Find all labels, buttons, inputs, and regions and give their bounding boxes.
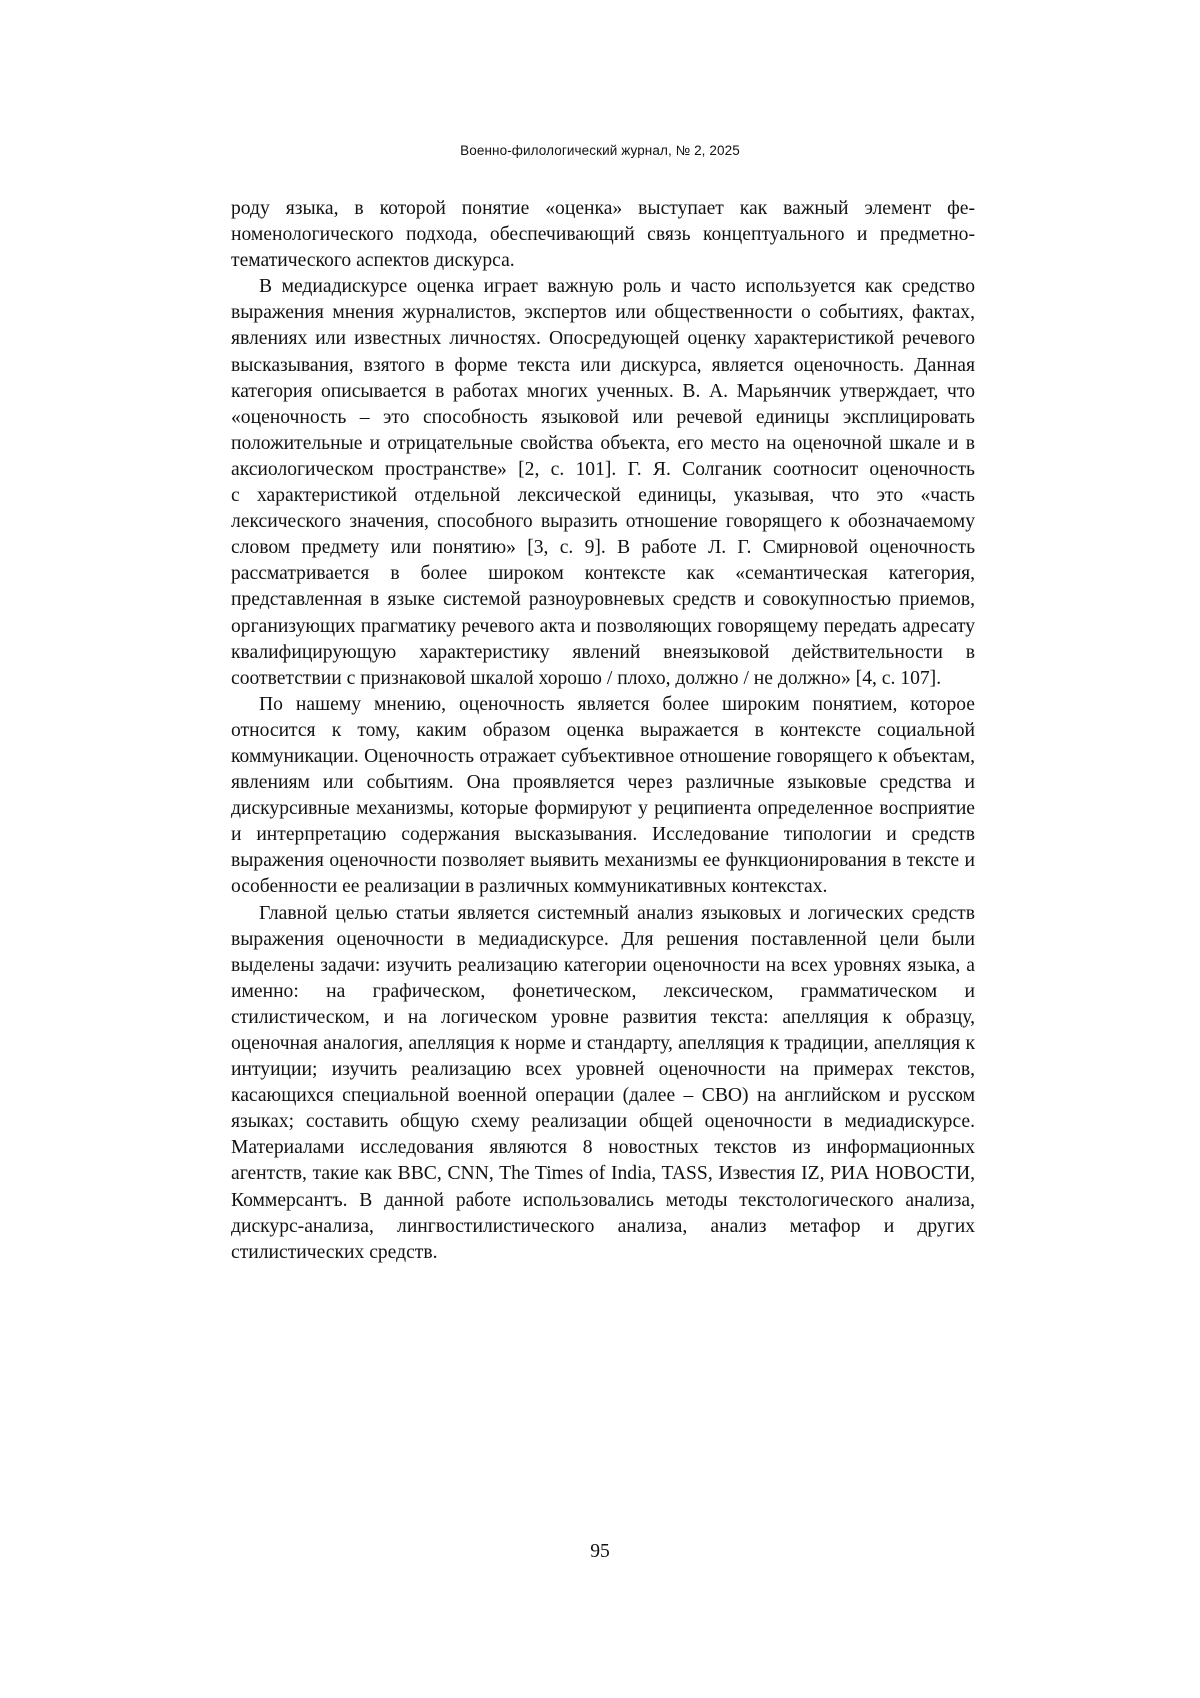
paragraph-mediadiscourse-evaluation: В медиадискурсе оценка играет важную роль и часто используется как средство выражения мнения журналистов, экспертов или общественности о событиях, фактах, явлениях или известных личностях. Опосредующей оценку характеристикой речевого высказывания, взятого в форме текста или дискурса, является оценочность. Данная категория описывается в работах многих ученных. В. А. Марьянчик утверждает, что «оценочность – это способность языковой или речевой единицы эксплицировать положительные и отрицательные свойства объекта, его место на оценочной шкале и в аксиологическом пространстве» [2, с. 101]. Г. Я. Солганик соотносит оценочность с характеристикой отдельной лексической единицы, указывая, что это «часть лексического значения, способного выразить отношение говорящего к обозначаемому словом предмету или понятию» [3, с. 9]. В работе Л. Г. Смирновой оценочность рассматривается в более широком контексте как «семантическая категория, представленная в языке системой разноуровневых средств и совокупностью приемов, организующих прагматику речевого акта и позволяющих говорящему передать адресату квалифицирующую характеристику явлений внеязыковой действительности в соответствии с признаковой шкалой хорошо / плохо, должно / не должно» [4, с. 107].	[231, 276, 975, 689]
paragraph-continuation: роду языка, в которой понятие «оценка» выступает как важный элемент феноменологического подхода, обеспечивающий связь концептуального и предметно-тематического аспектов дискурса.	[231, 198, 975, 272]
paragraph-author-opinion: По нашему мнению, оценочность является более широким понятием, которое относится к тому, каким образом оценка выражается в контексте социальной коммуникации. Оценочность отражает субъективное отношение говорящего к объектам, явлениям или событиям. Она проявляется через различные языковые средства и дискурсивные механизмы, которые формируют у реципиента определенное восприятие и интерпретацию содержания высказывания. Исследование типологии и средств выражения оценочности позволяет выявить механизмы ее функционирования в тексте и особенности ее реализации в различных коммуникативных контекстах.	[231, 693, 975, 898]
article-body	[231, 196, 975, 1266]
paragraph-article-goal: Главной целью статьи является системный анализ языковых и логических средств выражения оценочности в медиадискурсе. Для решения поставленной цели были выделены задачи: изучить реализацию категории оценочности на всех уровнях языка, а именно: на графическом, фонетическом, лексическом, грамматическом и стилистическом, и на логическом уровне развития текста: апелляция к образцу, оценочная аналогия, апелляция к норме и стандарту, апелляция к традиции, апелляция к интуиции; изучить реализацию всех уровней оценочности на примерах текстов, касающихся специальной военной операции (далее – СВО) на английском и русском языках; составить общую схему реализации общей оценочности в медиадискурсе. Материалами исследования являются 8 новостных текстов из информационных агентств, такие как BBC, CNN, The Times of India, TASS, Известия IZ, РИА НОВОСТИ, Коммерсантъ. В данной работе использовались методы текстологического анализа, дискурс-анализа, лингвостилистического анализа, анализ метафор и других стилистических средств.	[231, 902, 975, 1263]
page-number: 95	[590, 1541, 610, 1562]
journal-running-header: Военно-филологический журнал, № 2, 2025	[460, 143, 740, 158]
